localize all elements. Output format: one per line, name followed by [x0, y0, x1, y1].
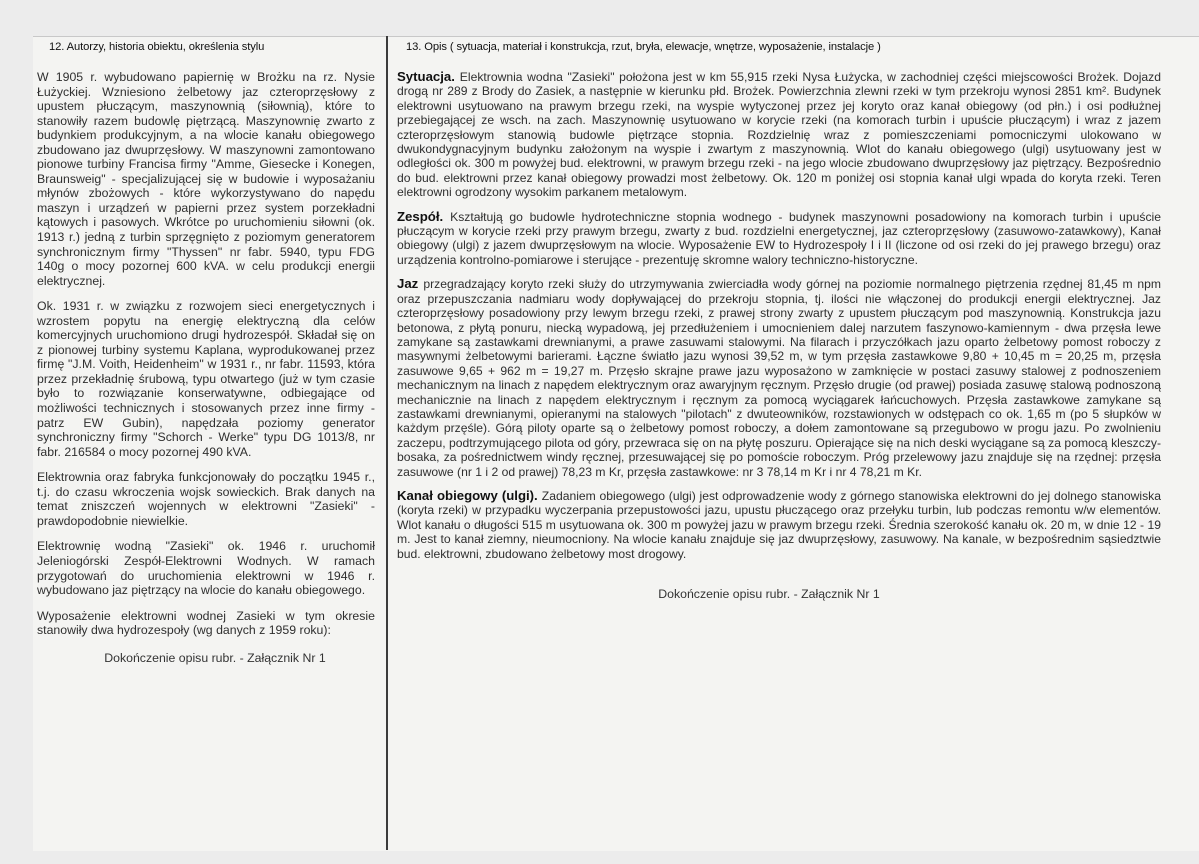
history-header: 12. Autorzy, historia obiektu, określenia stylu	[49, 41, 265, 53]
section-text: Zadaniem obiegowego (ulgi) jest odprowadzenie wody z górnego stanowiska elektrowni do jej dolnego stanowiska (koryta rzeki) w przypadku wyczerpania przepustowości jazu, upustu płuczącego oraz przełyku turbin, lub podczas remontu w/w elementów. Wlot kanału o długości 515 m usytuowana ok. 300 m powyżej jazu w prawym brzegu rzeki. Średnia szerokość kanału ok. 20 m, w dnie 12 - 19 m. Jest to kanał ziemny, nieumocniony. Na wlocie kanału znajduje się jaz dwuprzęsłowy, zasuwowy. Na kanale, w bezpośrednim sąsiedztwie bud. elektrowni, zbudowano żelbetowy most drogowy.	[397, 488, 1161, 561]
description-column	[397, 41, 1161, 601]
history-paragraph: Elektrownię wodną "Zasieki" ok. 1946 r. uruchomił Jeleniogórski Zespół-Elektrowni Wodnych. W ramach przygotowań do uruchomienia elektrowni w 1946 r. wybudowano jaz piętrzący na wlocie do kanału obiegowego.	[37, 539, 375, 598]
description-footer-note: Dokończenie opisu rubr. - Załącznik Nr 1	[658, 587, 880, 601]
history-footer-note: Dokończenie opisu rubr. - Załącznik Nr 1	[104, 650, 326, 665]
section-lead: Sytuacja.	[397, 69, 460, 84]
section-weir	[397, 277, 1161, 479]
history-paragraph: Ok. 1931 r. w związku z rozwojem sieci energetycznych i wzrostem popytu na energię elektryczną dla celów komercyjnych uruchomiono drugi hydrozespół. Składał się on z pionowej turbiny systemu Kaplana, wyprodukowanej przez firmę "J.M. Voith, Heidenheim" w 1931 r., nr fabr. 11593, która przez przekładnię śrubową, typu otwartego (już w tym czasie było to rozwiązanie konserwatywne, odbiegające od możliwości technicznych i stosowanych przez inne firmy - patrz EW Gubin), napędzała poziomy generator synchroniczny firmy "Schorch - Werke" typu DG 1013/8, nr fabr. 216584 o mocy pozornej 490 kVA.	[37, 299, 375, 459]
description-header: 13. Opis ( sytuacja, materiał i konstrukcja, rzut, bryła, elewacje, wnętrze, wyposażenie, instalacje )	[406, 41, 881, 53]
section-text: Elektrownia wodna "Zasieki" położona jest w km 55,915 rzeki Nysa Łużycka, w zachodniej części miejscowości Brożek. Dojazd drogą nr 289 z Brody do Zasiek, a następnie w kierunku płd. Brożek. Powierzchnia zlewni rzeki w tym przekroju wynosi 2851 km². Budynek elektrowni usytuowano na prawym brzegu rzeki, na wyspie wytyczonej przez jej koryto oraz kanał obiegowy (od płn.) i osi podłużnej przebiegającej ze wsch. na zach. Maszynownię usytuowano w korycie rzeki (na komorach turbin i upuście płuczącym) i wraz z jazem czteroprzęsłowym stanowią budowle piętrzące stopnia. Rozdzielnię wraz z pomieszczeniami pomocniczymi ulokowano w dwukondygnacyjnym budynku założonym na wyspie i zwartym z maszynownią. Wlot do kanału obiegowego (ulgi) usytuowany jest w odległości ok. 300 m powyżej bud. elektrowni, w prawym brzegu rzeki - na jego wlocie zbudowano dwuprzęsłowy jaz piętrzący. Bezpośrednio do bud. elektrowni przez kanał obiegowy prowadzi most żelbetowy. Ok. 120 m poniżej osi stopnia kanał ulgi wpada do koryta rzeki. Teren elektrowni ogrodzony wysokim parkanem metalowym.	[397, 70, 1161, 200]
section-text: przegradzający koryto rzeki służy do utrzymywania zwierciadła wody górnej na poziomie normalnego piętrzenia rzędnej 81,45 m npm oraz przepuszczania nadmiaru wody dopływającej do przekroju stopnia, tj. ilości nie włączonej do produkcji energii elektrycznej. Jaz czteroprzęsłowy posadowiony przy lewym brzegu rzeki, z prawej strony zwarty z upustem płuczącym pod maszynownią. Konstrukcja jazu betonowa, z płytą ponuru, niecką wypadową, jej przedłużeniem i umocnieniem dalej narzutem faszynowo-kamiennym - dwa przęsła lewe zamykane są zastawkami drewnianymi, a prawe zasuwami stalowymi. Na filarach i przyczółkach jazu oparto żelbetowy pomost roboczy z masywnymi żelbetowymi barierami. Łączne światło jazu wynosi 39,52 m, w tym przęsła zastawkowe 9,80 + 10,45 m = 20,25 m, przęsła zasuwowe 9,65 + 962 m = 19,27 m. Przęsło skrajne prawe jazu wyposażono w zamknięcie w postaci zasuwy stalowej z podnoszeniem mechanicznym na linach z napędem elektrycznym oraz awaryjnym ręcznym. Przęsło drugie (od prawej) posiada zasuwę stalową podnoszoną mechanicznie na linach z napędem elektrycznym i ręcznym za pomocą wyciągarek łańcuchowych. Przęsła zastawkowe zamykane są zastawkami drewnianymi, opieranymi na stalowych "pilotach" z dwuteowników, rozstawionych w odstępach co ok. 1,65 m (po 5 słupków w każdym przęśle). Górą piloty oparte są o żelbetowy pomost roboczy, a dołem zamontowane są przegubowo w progu jazu. Po zwolnieniu zaczepu, podtrzymującego pilota od góry, przewraca się on na płytę poszuru. Opierające się na nich deski wyciągane są za pomocą kleszczy-bosaka, za pośrednictwem windy ręcznej, przesuwającej się po pomoście roboczym. Próg przelewowy jazu znajduje się na rzędnej: przęsła zasuwowe (nr 1 i 2 od prawej) 78,23 m Kr, przęsła zastawkowe: nr 3 78,14 m Kr i nr 4 78,21 m Kr.	[397, 277, 1161, 479]
section-lead: Kanał obiegowy (ulgi).	[397, 487, 542, 503]
section-lead: Zespół.	[397, 208, 451, 224]
history-column	[37, 41, 375, 665]
history-paragraph: Wyposażenie elektrowni wodnej Zasieki w tym okresie stanowiły dwa hydrozespoły (wg danych z 1959 roku):	[37, 608, 375, 638]
section-ensemble	[397, 210, 1161, 268]
section-lead: Jaz	[397, 276, 424, 292]
column-divider	[386, 36, 388, 850]
section-situation	[397, 70, 1161, 200]
history-paragraph: W 1905 r. wybudowano papiernię w Brożku na rz. Nysie Łużyckiej. Wzniesiono żelbetowy jaz czteroprzęsłowy z upustem płuczącym, maszynownią (siłownią), które to stanowiły razem budowlę piętrzącą. Maszynownię zwarto z budynkiem produkcyjnym, a na wlocie kanału obiegowego zbudowano jaz dwuprzęsłowy. W maszynowni zamontowano pionowe turbiny Francisa firmy "Amme, Giesecke i Konegen, Braunsweig" - specjalizującej się w budowie i wyposażaniu młynów zbożowych - które wykorzystywano do napędu maszyn i urządzeń w papierni przez system porzekładni kątowych i pasowych. Wkrótce po uruchomieniu siłowni (ok. 1913 r.) jedną z turbin sprzęgnięto z poziomym generatorem synchronicznym firmy "Thyssen" nr fabr. 5940, typu FDG 140g o mocy pozornej 600 kVA. w celu produkcji energii elektrycznej.	[37, 70, 375, 288]
history-paragraph: Elektrownia oraz fabryka funkcjonowały do początku 1945 r., t.j. do czasu wkroczenia wojsk sowieckich. Brak danych na temat zniszczeń wojennych w elektrowni "Zasieki" - prawdopodobnie niewielkie.	[37, 470, 375, 528]
section-text: Kształtują go budowle hydrotechniczne stopnia wodnego - budynek maszynowni posadowiony na komorach turbin i upuście płuczącym w korycie rzeki przy prawym brzegu, zwarty z bud. rozdzielni energetycznej, jaz czteroprzęsłowy (zasuwowo-zatawkowy), Kanał obiegowy (ulgi) z jazem dwuprzęsłowym na wlocie. Wyposażenie EW to Hydrozespoły I i II (liczone od osi rzeki do jej prawego brzegu) oraz urządzenia kontrolno-pomiarowe i sterujące - prezentuję skromne walory techniczno-historyczne.	[397, 209, 1161, 267]
section-bypass-canal	[397, 489, 1161, 561]
